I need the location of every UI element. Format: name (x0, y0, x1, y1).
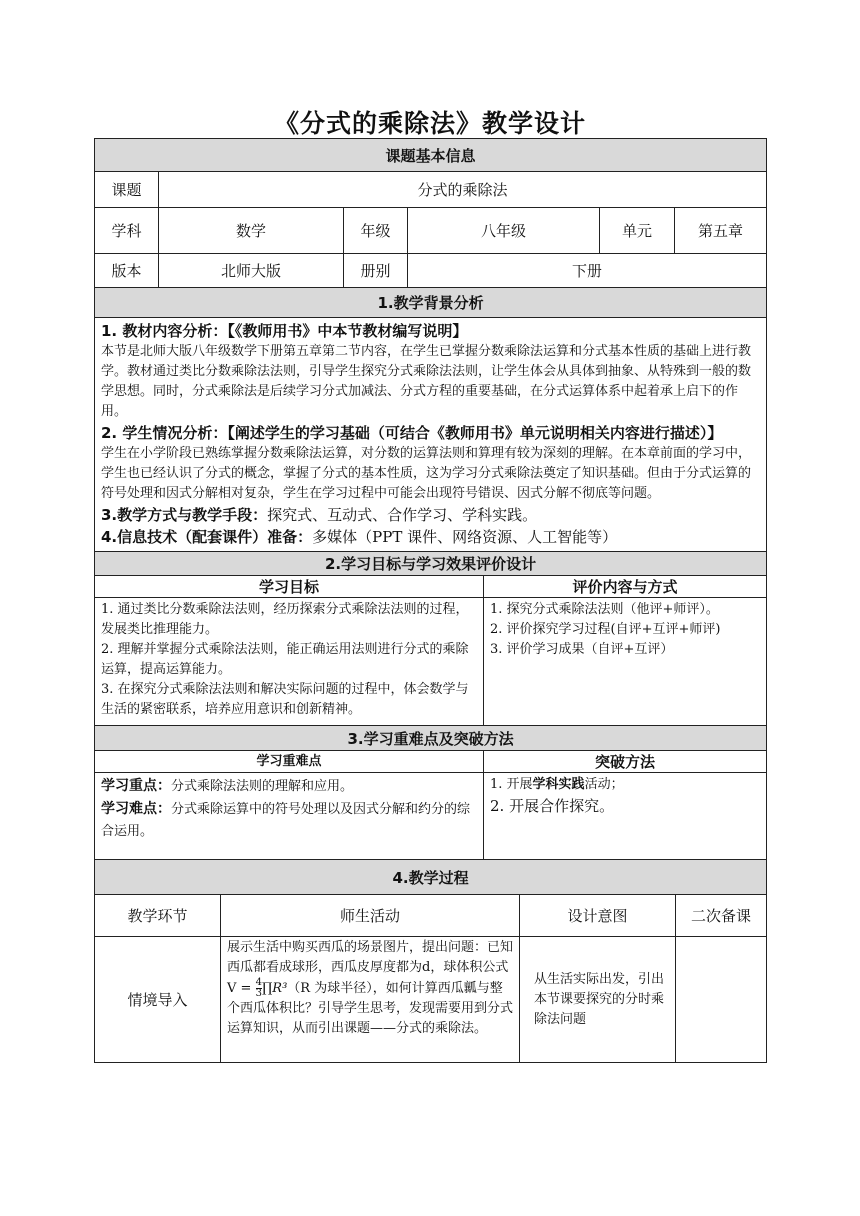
key-point-label: 学习重点： (101, 778, 171, 794)
it-preparation-label: 4.信息技术（配套课件）准备： (101, 528, 313, 546)
difficult-point-label: 学习难点： (101, 801, 171, 817)
basic-info-header: 课题基本信息 (95, 139, 767, 172)
textbook-analysis-text: 本节是北师大版八年级数学下册第五章第二节内容，在学生已掌握分数乘除法运算和分式基本性质的基础上进行教学。教材通过类比分数乘除法法则，引导学生探究分式乘除法法则，让学生体会从具体到抽象、从特殊到一般的数学思想。同时，分式乘除法是后续学习分式加减法、分式方程的重要基础，在分式运算体系中起着承上启下的作用。 (101, 344, 752, 419)
key-points-table (94, 725, 767, 860)
formula: ∏R³ (261, 981, 288, 996)
lesson-plan-document (94, 138, 766, 1063)
goal-item: 1. 通过类比分数乘除法法则，经历探索分式乘除法法则的过程，发展类比推理能力。 (101, 602, 469, 637)
process-col-notes: 二次备课 (676, 895, 767, 937)
section1-header: 1.教学背景分析 (95, 288, 767, 318)
activity-text-b: （R 为球半径），如何计算西瓜瓤与整个西瓜体积比？引导学生思考，发现需要用到分式运算知识，从而引出课题——分式的乘除法。 (227, 981, 514, 1036)
goals-table (94, 551, 767, 726)
student-analysis-text: 学生在小学阶段已熟练掌握分数乘除法运算，对分数的运算法则和算理有较为深刻的理解。在本章前面的学习中，学生也已经认识了分式的概念，掌握了分式的基本性质，这为学习分式乘除法奠定了知识基础。但由于分式运算的符号处理和因式分解相对复杂，学生在学习过程中可能会出现符号错误、因式分解不彻底等问题。 (101, 446, 752, 501)
unit-label: 单元 (600, 208, 675, 254)
keypoints-cell (95, 773, 484, 860)
stage-cell: 情境导入 (95, 937, 221, 1063)
process-table (94, 859, 767, 1063)
eval-item: 3. 评价学习成果（自评+互评） (490, 642, 674, 657)
volume-label: 册别 (344, 254, 408, 288)
eval-list (484, 598, 767, 726)
fraction-numerator: 4 (255, 977, 262, 988)
keypoints-col-header: 学习重难点 (95, 751, 484, 773)
section4-header: 4.教学过程 (95, 860, 767, 895)
edition-label: 版本 (95, 254, 159, 288)
subject-label: 学科 (95, 208, 159, 254)
activity-text-a: 展示生活中购买西瓜的场景图片，提出问题：已知西瓜都看成球形，西瓜皮厚度都为d，球体积公式 V = (227, 940, 514, 996)
method-bold: 学科实践 (532, 777, 585, 792)
teaching-methods-text: 探究式、互动式、合作学习、学科实践。 (267, 506, 538, 524)
methods-col-header: 突破方法 (484, 751, 767, 773)
method-item: 2. 开展合作探究。 (490, 797, 615, 815)
section2-header: 2.学习目标与学习效果评价设计 (95, 552, 767, 576)
key-point (101, 775, 477, 798)
process-col-activity: 师生活动 (221, 895, 520, 937)
difficult-point (101, 798, 477, 843)
it-preparation (101, 526, 760, 548)
eval-col-header: 评价内容与方式 (484, 576, 767, 598)
teaching-methods-label: 3.教学方式与教学手段： (101, 506, 268, 524)
eval-item: 2. 评价探究学习过程(自评+互评+师评) (490, 622, 721, 637)
method-item (490, 775, 760, 795)
subject-value: 数学 (159, 208, 344, 254)
grade-label: 年级 (344, 208, 408, 254)
process-col-stage: 教学环节 (95, 895, 221, 937)
background-analysis (95, 318, 767, 552)
activity-cell (221, 937, 520, 1063)
method-prefix: 1. 开展 (490, 777, 533, 792)
page-title: 《分式的乘除法》教学设计 (273, 109, 586, 138)
textbook-analysis-heading: 1. 教材内容分析：【《教师用书》中本节教材编写说明】 (101, 322, 468, 340)
basic-info-table (94, 138, 767, 552)
method-suffix: 活动； (584, 777, 624, 792)
eval-item: 1. 探究分式乘除法法则（他评+师评）。 (490, 602, 719, 617)
topic-value: 分式的乘除法 (159, 172, 767, 208)
methods-cell (484, 773, 767, 860)
key-point-text: 分式乘除法法则的理解和应用。 (171, 779, 354, 794)
intent-cell: 从生活实际出发，引出本节课要探究的分时乘除法问题 (520, 937, 676, 1063)
goals-col-header: 学习目标 (95, 576, 484, 598)
unit-value: 第五章 (675, 208, 767, 254)
process-col-intent: 设计意图 (520, 895, 676, 937)
edition-value: 北师大版 (159, 254, 344, 288)
difficult-point-text: 分式乘除运算中的符号处理以及因式分解和约分的综合运用。 (101, 802, 471, 839)
notes-cell (676, 937, 767, 1063)
goals-list (95, 598, 484, 726)
teaching-methods (101, 504, 760, 526)
fraction-denominator: 3 (255, 988, 262, 999)
it-preparation-text: 多媒体（PPT 课件、网络资源、人工智能等） (312, 528, 618, 546)
goal-item: 2. 理解并掌握分式乘除法法则，能正确运用法则进行分式的乘除运算，提高运算能力。 (101, 642, 469, 677)
goal-item: 3. 在探究分式乘除法法则和解决实际问题的过程中，体会数学与生活的紧密联系，培养应用意识和创新精神。 (101, 682, 469, 717)
student-analysis-heading: 2. 学生情况分析：【阐述学生的学习基础（可结合《教师用书》单元说明相关内容进行描述）】 (101, 424, 723, 442)
volume-value: 下册 (408, 254, 767, 288)
grade-value: 八年级 (408, 208, 600, 254)
topic-label: 课题 (95, 172, 159, 208)
section3-header: 3.学习重难点及突破方法 (95, 726, 767, 751)
